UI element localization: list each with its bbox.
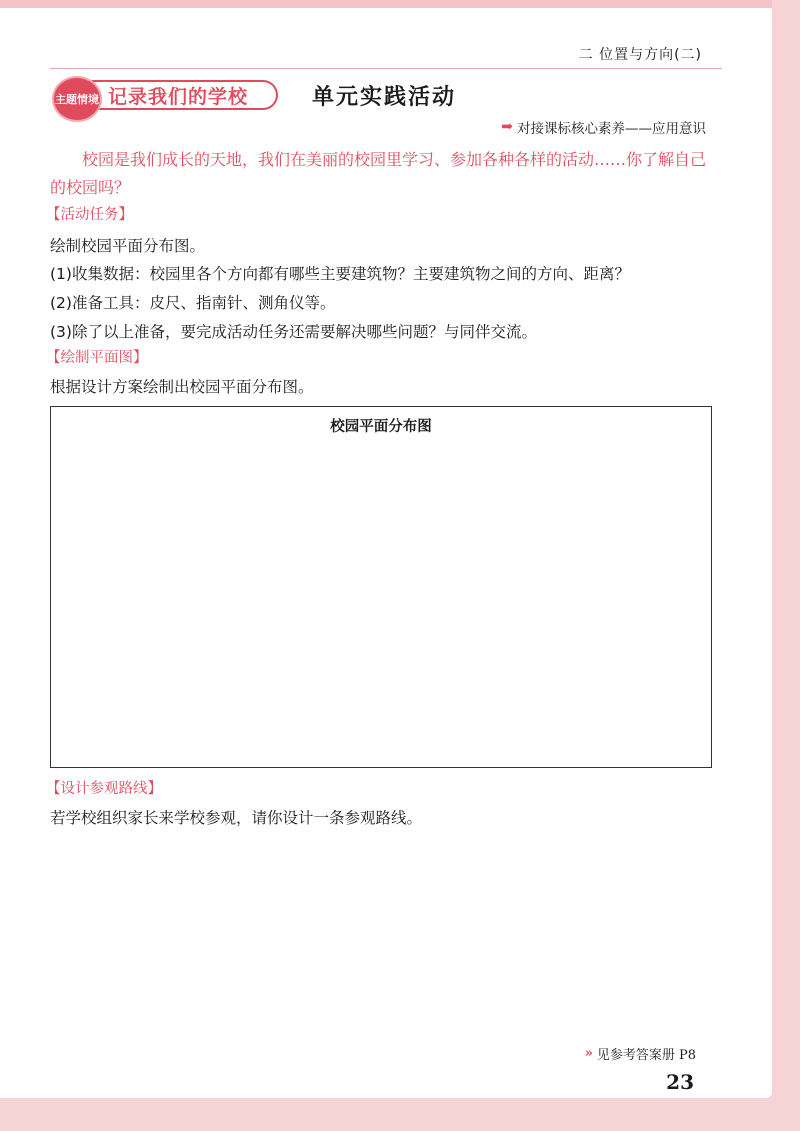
map-box-title: 校园平面分布图 — [330, 419, 432, 435]
tasks-heading: 【活动任务】 — [46, 207, 133, 223]
task-line: (2)准备工具：皮尺、指南针、测角仪等。 — [50, 294, 336, 312]
chapter-header: 二 位置与方向(二) — [578, 47, 702, 63]
top-stripe — [0, 0, 772, 8]
answer-reference — [585, 1044, 696, 1063]
literacy-text: 对接课标核心素养——应用意识 — [517, 121, 706, 137]
intro-paragraph: 校园是我们成长的天地，我们在美丽的校园里学习、参加各种各样的活动……你了解自己的校园吗？ — [50, 150, 707, 197]
page-number: 23 — [666, 1070, 694, 1094]
map-drawing-area[interactable] — [50, 406, 712, 768]
arrow-right-icon: ➡ — [501, 119, 513, 135]
double-chevron-icon: » — [584, 1046, 593, 1061]
header-rule — [50, 68, 722, 69]
route-heading: 【设计参观路线】 — [46, 781, 162, 797]
draw-heading: 【绘制平面图】 — [46, 350, 148, 366]
answer-ref-text: 见参考答案册 P8 — [596, 1048, 696, 1063]
draw-instruction: 根据设计方案绘制出校园平面分布图。 — [50, 378, 314, 396]
route-instruction: 若学校组织家长来学校参观，请你设计一条参观路线。 — [50, 809, 423, 827]
theme-badge: 主题情境 — [52, 76, 102, 122]
page-title: 单元实践活动 — [312, 85, 457, 110]
literacy-note — [501, 117, 706, 137]
task-line: (1)收集数据：校园里各个方向都有哪些主要建筑物？主要建筑物之间的方向、距离？ — [50, 265, 630, 283]
task-line: 绘制校园平面分布图。 — [50, 237, 206, 255]
theme-label: 记录我们的学校 — [92, 80, 278, 110]
task-line: (3)除了以上准备，要完成活动任务还需要解决哪些问题？与同伴交流。 — [50, 323, 537, 341]
